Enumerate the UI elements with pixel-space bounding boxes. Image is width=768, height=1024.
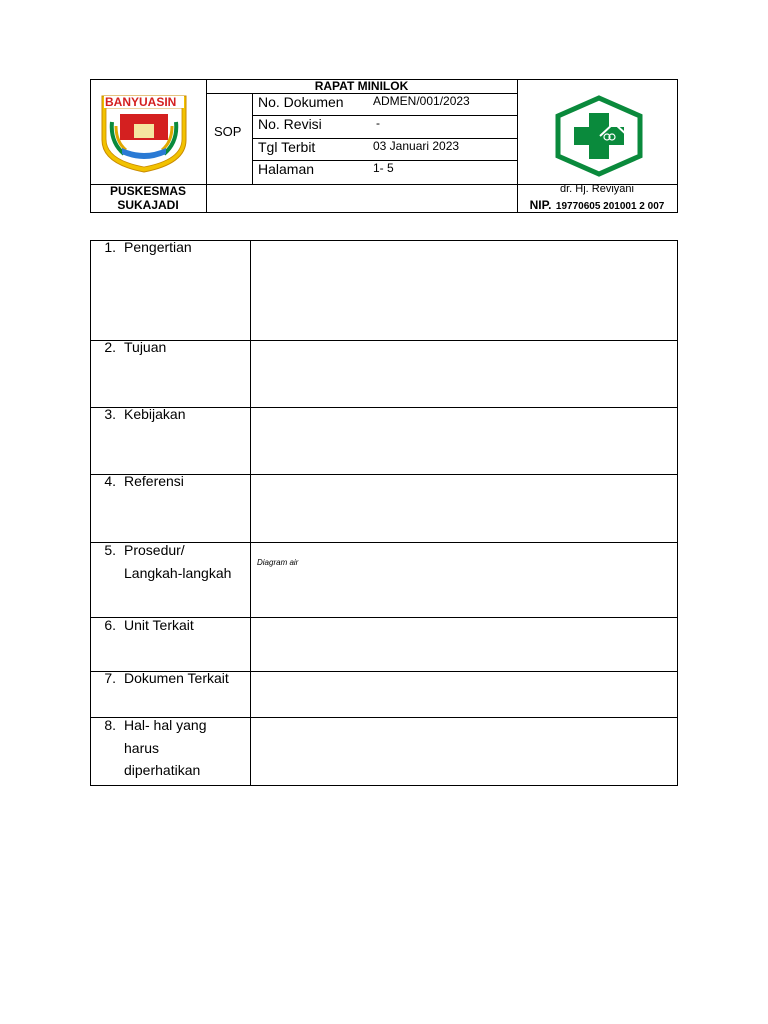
- field-label-no-revisi: No. Revisi: [258, 116, 322, 132]
- field-value-no-dokumen: ADMEN/001/2023: [373, 94, 470, 108]
- banyuasin-logo-text: BANYUASIN: [105, 95, 177, 109]
- row-prosedur-content: Diagram air: [257, 558, 299, 567]
- field-value-halaman: 1- 5: [373, 161, 394, 175]
- org-name-line1: PUSKESMAS: [109, 184, 186, 198]
- signer-name: dr. Hj. Reviyani: [560, 183, 634, 195]
- nip-label: NIP.: [529, 198, 552, 212]
- document-title: RAPAT MINILOK: [314, 79, 409, 93]
- org-name-line2: SUKAJADI: [117, 198, 179, 212]
- sop-label: SOP: [214, 124, 242, 139]
- row-kebijakan: 3. Kebijakan: [104, 406, 186, 422]
- field-value-tgl-terbit: 03 Januari 2023: [373, 139, 460, 153]
- field-label-no-dokumen: No. Dokumen: [258, 94, 344, 110]
- row-hal-diperhatikan: 8. Hal- hal yang harus diperhatikan: [104, 717, 207, 778]
- row-referensi: 4. Referensi: [104, 473, 184, 489]
- row-tujuan: 2. Tujuan: [104, 339, 167, 355]
- field-label-tgl-terbit: Tgl Terbit: [258, 139, 316, 155]
- row-unit-terkait: 6. Unit Terkait: [104, 617, 194, 633]
- row-prosedur: 5. Prosedur/ Langkah-langkah: [104, 542, 232, 581]
- nip-value: 19770605 201001 2 007: [555, 201, 665, 212]
- puskesmas-logo: [554, 95, 644, 177]
- field-value-no-revisi: -: [376, 116, 380, 130]
- banyuasin-logo: [98, 92, 190, 174]
- row-dokumen-terkait: 7. Dokumen Terkait: [104, 670, 229, 686]
- row-pengertian: 1. Pengertian: [104, 239, 192, 255]
- field-label-halaman: Halaman: [258, 161, 315, 177]
- signer-nip: [517, 196, 677, 214]
